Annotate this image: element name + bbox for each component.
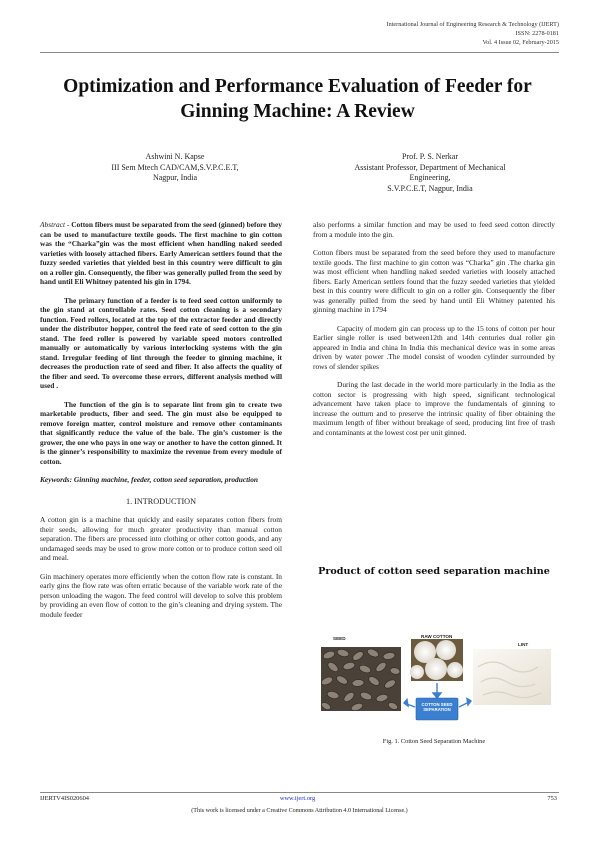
paper-id: IJERTV4IS020604 — [40, 795, 89, 802]
footer-rule — [40, 792, 559, 793]
license-note: (This work is licensed under a Creative Commons Attribution 4.0 International License.) — [191, 808, 408, 814]
author-line: Assistant Professor, Department of Mechanical — [354, 162, 506, 172]
author-line: Nagpur, India — [152, 173, 198, 182]
body-paragraph: also performs a similar function and may be used to feed seed cotton directly from a module into the gin. — [313, 220, 555, 239]
seed-image — [320, 647, 401, 712]
left-column — [40, 220, 282, 628]
header-rule — [40, 52, 559, 53]
abstract-paragraph: The function of the gin is to separate lint from gin to create two marketable products, fiber and seed. The gin must also be equipped to remove foreign matter, control moisture and remove other contaminants that significantly reduce the value of the bale. The gin’s customer is the grower, the one who pays in one way or another to have the cotton ginned. It is the ginner’s responsibility to maximize the revenue from every module of cotton. — [40, 399, 282, 466]
journal-header — [259, 20, 559, 48]
figure-1 — [313, 565, 555, 730]
journal-volume: Vol. 4 Issue 02, February-2015 — [482, 39, 559, 47]
section-heading: 1. INTRODUCTION — [125, 496, 197, 506]
body-paragraph: Gin machinery operates more efficiently when the cotton flow rate is constant. In early gins the flow rate was often erratic because of the variable work rate of the person unloading the wagon. The feed control will develop to solve this problem by providing an even flow of cotton to the gin’s cleaning and drying system. The module feeder — [40, 571, 282, 619]
author-line: Prof. P. S. Nerkar — [402, 152, 458, 161]
body-paragraph: Cotton fibers must be separated from the seed before they used to manufacture textile goods. The first machine to gin cotton was “Charka” gin .The charka gin was most efficient when handling naked seeded varieties with loosely attached fibers. Early American settlers found that the fuzzy seeded varieties that yielded best in this country were difficult to gin on a roller gin. Consequently the fiber was generally pulled from the seed by hand until Eli Whitney patented his ginning machine in 1794 — [313, 248, 555, 314]
author-line: Ashwini N. Kapse — [145, 152, 205, 161]
abstract-lead: Abstract - — [40, 220, 70, 229]
lint-label: LINT — [518, 642, 529, 647]
author-line: III Sem Mtech CAD/CAM,S.V.P.C.E.T, — [111, 162, 239, 172]
paper-title: Optimization and Performance Evaluation of Feeder for Ginning Machine: A Review — [63, 76, 532, 122]
journal-name: International Journal of Engineering Research & Technology (IJERT) — [386, 21, 559, 28]
author-line: Engineering, — [409, 173, 451, 182]
lint-image — [473, 649, 551, 705]
journal-issn: ISSN: 2278-0181 — [515, 30, 559, 38]
author-line: S.V.P.C.E.T, Nagpur, India — [387, 183, 473, 193]
body-paragraph: During the last decade in the world more particularly in the India as the cotton sector is progressing with high speed, significant technological advancement have taken place to improve the fundamentals of ginning to increase the outturn and to preserve the intrinsic quality of fiber obtaining the maximum length of fiber without breakage of seed, producing lint free of trash and contaminants at the lowest cost per unit ginned. — [313, 380, 555, 437]
raw-cotton-image — [410, 639, 463, 681]
right-column — [313, 220, 555, 446]
abstract-paragraph — [40, 220, 282, 287]
page-number: 753 — [547, 795, 557, 802]
abstract-text: Cotton fibers must be separated from the seed (ginned) before they can be used to manufacture textile goods. The first machine to gin cotton was the “Charka”gin was the most efficient when handling naked seeded varieties with loosely attached fibers. Early American settlers found that the fuzzy seeded varieties that yielded best in this country were difficult to gin on a roller gin. Consequently, the fiber was generally pulled from the seed by hand until Eli Whitney patented his gin in 1794. — [40, 220, 282, 286]
author-block-1 — [60, 152, 290, 184]
author-block-2 — [305, 152, 555, 194]
keywords: Keywords: Ginning machine, feeder, cotton seed separation, production — [40, 475, 259, 484]
raw-cotton-label: RAW COTTON — [421, 634, 453, 639]
body-paragraph: A cotton gin is a machine that quickly and easily separates cotton fibers from their seeds, allowing for much greater productivity than manual cotton separation. The fibers are processed into clothing or other cotton goods, and any undamaged seeds may be used to grow more cotton or to produce cotton seed oil and meal. — [40, 515, 282, 562]
figure-title: Product of cotton seed separation machine — [318, 566, 550, 577]
separation-box-label: COTTON SEED SEPARATION — [421, 702, 453, 713]
seed-label: SEED — [333, 636, 346, 641]
abstract-paragraph: The primary function of a feeder is to feed seed cotton uniformly to the gin stand at controllable rates. Seed cotton cleaning is a secondary function. Feed rollers, located at the top of the extractor feeder and directly under the distributor hopper, control the feed rate of seed cotton to the gin stand. The feed roller is powered by variable speed motors controlled manually or automatically by various interlocking systems with the gin stand. Irregular feeding of lint through the feeder to ginning machine, it decreases the production rate of seed and fiber. It also affects the quality of the fiber and seed. To overcome these errors, different analysis method will used . — [40, 295, 282, 390]
figure-caption: Fig. 1. Cotton Seed Separation Machine — [382, 738, 486, 745]
journal-link[interactable]: www.ijert.org — [279, 795, 316, 802]
body-paragraph: Capacity of modern gin can process up to the 15 tons of cotton per hour Earlier single roller is used between12th and 14th centuries dual roller gin appeared in India and china In India this mechanical device was in some areas driven by water power .The model consist of wooden cylinder surrounded by rows of slender spikes — [313, 323, 555, 371]
